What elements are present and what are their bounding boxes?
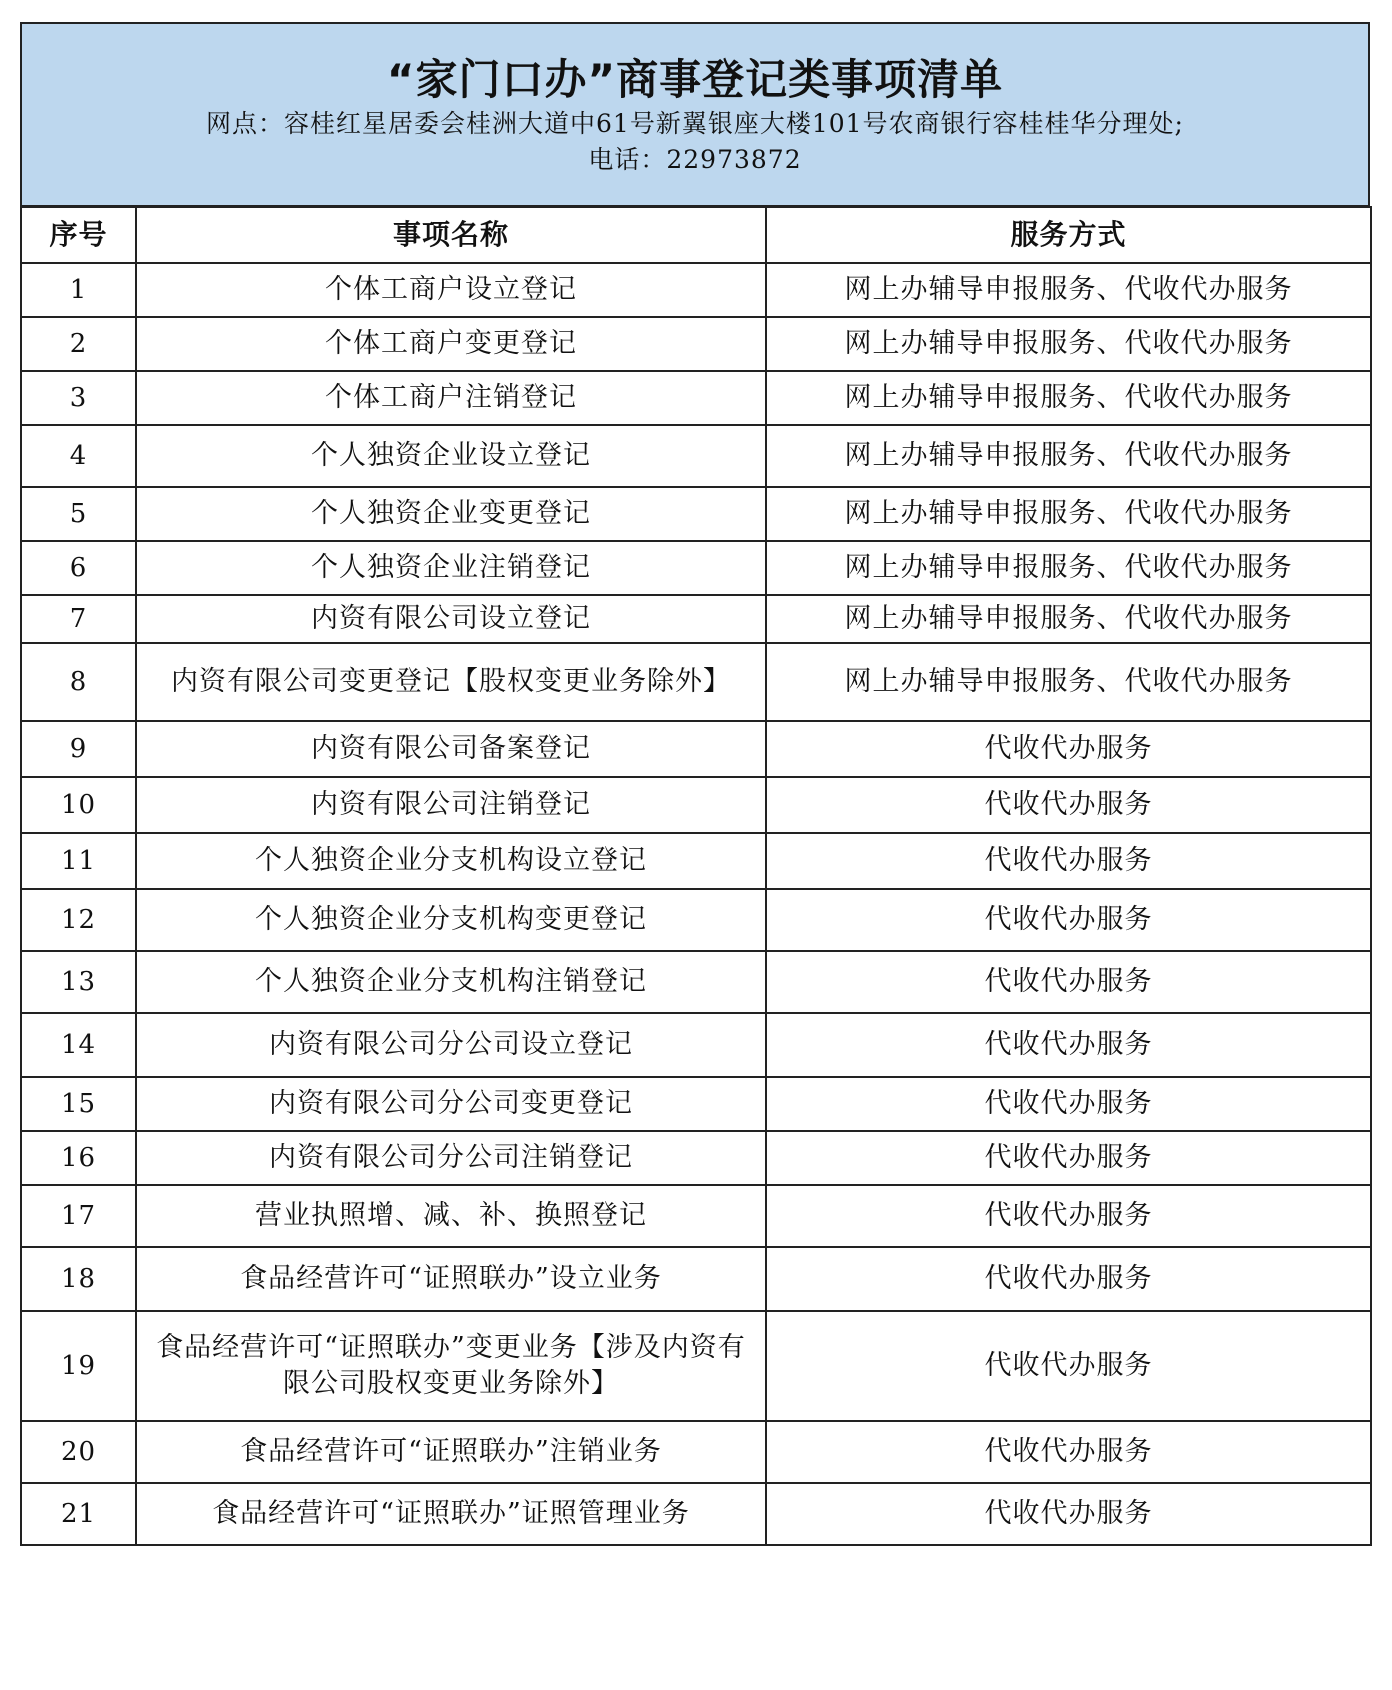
cell-no: 19 <box>21 1311 136 1421</box>
table-row <box>21 1421 1371 1483</box>
cell-no: 15 <box>21 1077 136 1131</box>
cell-name: 食品经营许可“证照联办”注销业务 <box>136 1421 766 1483</box>
cell-name: 内资有限公司分公司设立登记 <box>136 1013 766 1077</box>
table-row <box>21 1131 1371 1185</box>
table-row <box>21 889 1371 951</box>
cell-service: 网上办辅导申报服务、代收代办服务 <box>766 425 1371 487</box>
cell-no: 11 <box>21 833 136 889</box>
page-title: “家门口办”商事登记类事项清单 <box>386 55 1004 104</box>
cell-service: 网上办辅导申报服务、代收代办服务 <box>766 541 1371 595</box>
table-row <box>21 721 1371 777</box>
cell-service: 代收代办服务 <box>766 1421 1371 1483</box>
cell-service: 代收代办服务 <box>766 1483 1371 1545</box>
document-sheet <box>20 22 1370 1546</box>
cell-name: 个人独资企业设立登记 <box>136 425 766 487</box>
cell-no: 7 <box>21 595 136 643</box>
location-text: 网点：容桂红星居委会桂洲大道中61号新翼银座大楼101号农商银行容桂桂华分理处; <box>206 109 1184 138</box>
table-row <box>21 1311 1371 1421</box>
cell-service: 代收代办服务 <box>766 777 1371 833</box>
cell-name: 内资有限公司分公司变更登记 <box>136 1077 766 1131</box>
cell-name: 个体工商户注销登记 <box>136 371 766 425</box>
document-header <box>20 22 1370 206</box>
table-row <box>21 951 1371 1013</box>
cell-name: 个人独资企业分支机构设立登记 <box>136 833 766 889</box>
cell-no: 4 <box>21 425 136 487</box>
table-row <box>21 1483 1371 1545</box>
cell-no: 1 <box>21 263 136 317</box>
table-row <box>21 1077 1371 1131</box>
table-row <box>21 777 1371 833</box>
cell-no: 13 <box>21 951 136 1013</box>
cell-no: 6 <box>21 541 136 595</box>
cell-no: 12 <box>21 889 136 951</box>
table-row <box>21 833 1371 889</box>
cell-service: 代收代办服务 <box>766 1247 1371 1311</box>
table-row <box>21 1247 1371 1311</box>
table-row <box>21 487 1371 541</box>
column-header-service: 服务方式 <box>766 207 1371 263</box>
table-row <box>21 263 1371 317</box>
table-row <box>21 1185 1371 1247</box>
cell-no: 5 <box>21 487 136 541</box>
cell-service: 网上办辅导申报服务、代收代办服务 <box>766 643 1371 721</box>
cell-no: 17 <box>21 1185 136 1247</box>
table-row <box>21 371 1371 425</box>
cell-name: 个人独资企业变更登记 <box>136 487 766 541</box>
cell-service: 代收代办服务 <box>766 1311 1371 1421</box>
table-row <box>21 317 1371 371</box>
cell-service: 代收代办服务 <box>766 833 1371 889</box>
table-row <box>21 541 1371 595</box>
cell-service: 代收代办服务 <box>766 1185 1371 1247</box>
cell-name: 内资有限公司变更登记【股权变更业务除外】 <box>136 643 766 721</box>
cell-name: 个体工商户设立登记 <box>136 263 766 317</box>
cell-name: 个人独资企业分支机构变更登记 <box>136 889 766 951</box>
cell-service: 代收代办服务 <box>766 1077 1371 1131</box>
cell-service: 代收代办服务 <box>766 1013 1371 1077</box>
table-row <box>21 643 1371 721</box>
cell-name: 内资有限公司备案登记 <box>136 721 766 777</box>
table-header-row <box>21 207 1371 263</box>
cell-name: 营业执照增、减、补、换照登记 <box>136 1185 766 1247</box>
cell-service: 代收代办服务 <box>766 889 1371 951</box>
table-row <box>21 425 1371 487</box>
cell-no: 2 <box>21 317 136 371</box>
cell-name: 内资有限公司分公司注销登记 <box>136 1131 766 1185</box>
cell-no: 14 <box>21 1013 136 1077</box>
cell-name: 内资有限公司注销登记 <box>136 777 766 833</box>
column-header-no: 序号 <box>21 207 136 263</box>
cell-no: 9 <box>21 721 136 777</box>
cell-name: 个人独资企业注销登记 <box>136 541 766 595</box>
cell-no: 8 <box>21 643 136 721</box>
cell-service: 网上办辅导申报服务、代收代办服务 <box>766 487 1371 541</box>
cell-name: 食品经营许可“证照联办”设立业务 <box>136 1247 766 1311</box>
cell-name: 食品经营许可“证照联办”证照管理业务 <box>136 1483 766 1545</box>
cell-service: 网上办辅导申报服务、代收代办服务 <box>766 595 1371 643</box>
cell-no: 18 <box>21 1247 136 1311</box>
column-header-name: 事项名称 <box>136 207 766 263</box>
cell-no: 20 <box>21 1421 136 1483</box>
cell-service: 网上办辅导申报服务、代收代办服务 <box>766 317 1371 371</box>
items-table <box>20 206 1372 1546</box>
table-row <box>21 595 1371 643</box>
cell-name: 内资有限公司设立登记 <box>136 595 766 643</box>
table-row <box>21 1013 1371 1077</box>
cell-service: 代收代办服务 <box>766 1131 1371 1185</box>
cell-service: 代收代办服务 <box>766 951 1371 1013</box>
cell-service: 网上办辅导申报服务、代收代办服务 <box>766 263 1371 317</box>
cell-name: 食品经营许可“证照联办”变更业务【涉及内资有限公司股权变更业务除外】 <box>136 1311 766 1421</box>
cell-no: 16 <box>21 1131 136 1185</box>
cell-service: 网上办辅导申报服务、代收代办服务 <box>766 371 1371 425</box>
phone-text: 电话：22973872 <box>588 145 802 174</box>
cell-name: 个体工商户变更登记 <box>136 317 766 371</box>
cell-name: 个人独资企业分支机构注销登记 <box>136 951 766 1013</box>
cell-no: 3 <box>21 371 136 425</box>
cell-service: 代收代办服务 <box>766 721 1371 777</box>
cell-no: 21 <box>21 1483 136 1545</box>
table-body <box>21 263 1371 1545</box>
cell-no: 10 <box>21 777 136 833</box>
